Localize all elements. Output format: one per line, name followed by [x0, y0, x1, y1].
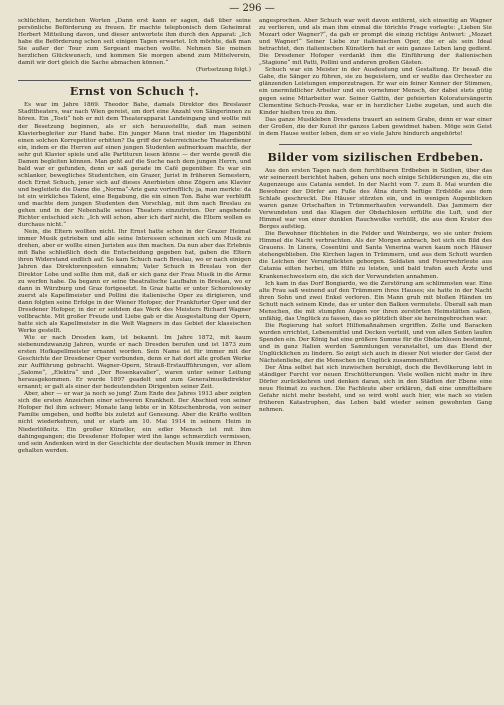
article-paragraph: Die Regierung hat sofort Hilfsmaßnahmen ergriffen. Zelte und Baracken wurden errichtet, Lebensmittel und Decken verteilt, und von allen Seiten laufen Spenden ein. Der König hat eine größere Summe für die Obdachlosen bestimmt, und in ganz Italien werden Sammlungen veranstaltet, um das Elend der Unglücklichen zu lindern. So zeigt sich auch in dieser Not wieder der Geist der Nächstenliebe, der die Menschen im Unglück zusammenführt. [259, 322, 492, 365]
serial-story-text: schlüchten, herzlichen Worten „Dann erst kann er sagen, daß über seine persönliche Beförderung zu freuen. Er machte telephonisch dem Geheimrat Herbert Mitteilung davon, und dieser antwortete ihm durch den Apparat: „Ich habe die Beförderung schon seit einigen Tagen erwartet. Ich möchte, daß man Sie außer der Tour zum Sergeant machen wollte. Nehmen Sie meinen herzlichen Glückwunsch, und kommen Sie morgen abend zum Mittelverein, damit wir dort gleich die Sache abmachen können.“ [18, 18, 251, 67]
article-title-schuch: Ernst von Schuch †. [18, 80, 251, 98]
article-paragraph: Das ganze Musikleben Dresdens trauert an seinem Grabe, denn er war einer der Großen, die der Kunst ihr ganzes Leben gewidmet haben. Möge sein Geist in dem Hause weiter leben, dem er so viele Jahre hindurch angehörte! [259, 116, 492, 137]
right-column [259, 18, 492, 695]
section-divider [279, 144, 472, 145]
article-paragraph: Aber, aber — er war ja noch so jung! Zum Ende des Jahres 1913 aber zeigten sich die ersten Anzeichen einer schweren Krankheit. Der Abschied von seiner Hofoper fiel ihm schwer; Monate lang lebte er in Kötzschenbroda, von seiner Familie umgeben, und hoffte bis zuletzt auf Genesung. Aber die Kräfte wollten nicht wiederkehren, und er starb am 10. Mai 1914 in seinem Heim in Niederlößnitz. Ein großer Künstler, ein edler Mensch ist mit ihm dahingegangen; die Dresdener Hofoper wird ihn lange schmerzlich vermissen, und sein Andenken wird in der Geschichte der deutschen Musik immer in Ehren gehalten werden. [18, 391, 251, 454]
article-paragraph: Es war im Jahre 1869. Theodor Bahe, damals Direktor des Breslauer Stadttheaters, war nach Wien gereist, um dort eine Anzahl von Sängerinnen zu hören. Ein „Tosti“ hob er mit dem Theaterapparat Landeingang und wollte mit der Besetzung beginnen, als er sich herausstellte, daß man seinen Klavierbegleiter zur Hand habe. Ein junger Mann trat nieder im Hagenbühl einen solchen Korrepetitor erbitten? Da griff der österreichische Theaterdiener ein, indem er die Herren auf einen jungen Studenten aufmerksam machte, der sehr gut Klavier spiele und alle Partituren lesen könne — der werde gewiß die Damen begleiten können. Man geht auf die Suche nach dem jungen Herrn, und bald war er gefunden, denn er saß gerade im Café gegenüber. Es war ein schlanker, bewegliches Studentchen, ein Grazer, Jurist in früheren Semestern, doch Ernst Schuch, jener sich auf dieses Anerbieten ohne Zögern ans Klavier und begleitete die Dame die „Norma“-Arie ganz vortrefflich; ja, man merkte: da ist ein wirkliches Talent, eine Begabung, die ein einen Ton. Bahe war verblüfft und machte dem jungen Studenten den Vorschlag, mit ihm nach Breslau zu gehen und in der Nebenhalle seines Theaters einzutreten. Der angehende Richter entschied sich: „Ich will schon, aber ich darf nicht, die Eltern wollen es durchaus nicht.“ [18, 102, 251, 229]
article-paragraph: Aus den ersten Tagen nach dem furchtbaren Erdbeben in Sizilien, über das wir seinerzeit berichtet haben, gehen uns noch einige Schilderungen zu, die ein Augenzeuge aus Catania sendet. In der Nacht vom 7. zum 8. Mai wurden die Bewohner der Dörfer am Fuße des Ätna durch heftige Erdstöße aus dem Schlafe geschreckt. Die Häuser stürzten ein, und in wenigen Augenblicken waren ganze Ortschaften in Trümmerhaufen verwandelt. Das Jammern der Verwundeten und das Klagen der Obdachlosen erfüllte die Luft, und der Himmel war von einer dunklen Rauchwolke verhüllt, die aus dem Krater des Berges aufstieg. [259, 167, 492, 231]
text-columns [18, 18, 492, 695]
article-paragraph: Wie er nach Dresden kam, ist bekannt. Im Jahre 1872, mit kaum siebenundzwanzig Jahren, wurde er nach Dresden berufen und ist 1873 zum ersten Hofkapellmeister ernannt worden. Sein Name ist für immer mit der Geschichte der Dresdener Oper verbunden, denn er hat dort alle großen Werke zur Aufführung gebracht. Wagner-Opern, Strauß-Erstaufführungen, vor allem „Salome“, „Elektra“ und „Der Rosenkavalier“, waren unter seiner Leitung herausgekommen. Er wurde 1897 geadelt und zum Generalmusikdirektor ernannt; er galt als einer der bedeutendsten Dirigenten seiner Zeit. [18, 334, 251, 391]
article-paragraph: Die Bewohner flüchteten in die Felder und Weinberge, wo sie unter freiem Himmel die Nacht verbrachten. Als der Morgen anbrach, bot sich ein Bild des Grauens. In Linera, Cosentini und Santa Venerina waren kaum noch Häuser stehengeblieben. Die Kirchen lagen in Trümmern, und aus dem Schutt wurden die Leichen der Verunglückten geborgen. Soldaten und Feuerwehrleute aus Catania eilten herbei, um Hilfe zu leisten, und bald trafen auch Ärzte und Krankenschwestern ein, die sich der Verwundeten annahmen. [259, 231, 492, 280]
page-number: — 296 — [229, 3, 275, 14]
article-title-earthquake: Bilder vom sizilischen Erdbeben. [267, 150, 484, 164]
left-column [18, 18, 251, 695]
continued-note: (Fortsetzung folgt.) [195, 67, 251, 74]
article-paragraph: Der Ätna selbst hat sich inzwischen beruhigt, doch die Bevölkerung lebt in ständiger Furcht vor neuen Erschütterungen. Viele wollen nicht mehr in ihre Dörfer zurückkehren und denken daran, sich in den Städten der Ebene eine neue Heimat zu suchen. Die Fachleute aber erklären, daß eine unmittelbare Gefahr nicht mehr besteht, und so wird wohl auch hier, wie nach so vielen früheren Katastrophen, das Leben bald wieder seinen gewohnten Gang nehmen. [259, 365, 492, 414]
article-paragraph: Schuch war ein Meister in der Ausdeutung und Gestaltung. Er besaß die Gabe, die Sänger zu führen, sie zu begeistern, und er wußte das Orchester zu glänzenden Leistungen emporzutragen. Er war ein feiner Kenner der Stimmen, ein unermüdlicher Arbeiter und ein vornehmer Mensch, der dabei stets gütig gegen seine Mitarbeiter war. Seiner Gattin, der gefeierten Koloratursängerin Clementine Schuch-Proska, war er in herzlicher Liebe zugetan, und auch die Kinder hielten treu zu ihm. [259, 67, 492, 116]
article-paragraph: Ich kam in das Dorf Bongiardo, wo die Zerstörung am schlimmsten war. Eine alte Frau saß weinend auf den Trümmern ihres Hauses; sie hatte in der Nacht ihren Sohn und zwei Enkel verloren. Ein Mann grub mit bloßen Händen im Schutt nach seinem Kinde, das er unter den Balken vermutete. Überall sah man Menschen, die mit stumpfen Augen vor ihren zerstörten Heimstätten saßen, unfähig, das Unglück zu fassen, das so plötzlich über sie hereingebrochen war. [259, 280, 492, 322]
article-paragraph: Nein, die Eltern wollten nicht. Ihr Ernst hatte schon in der Grazer Heimat immer Musik getrieben und alle seine Interessen scheinen sich um Musik zu drehen, aber er wollte einen Juristen aus ihm machen. Da nun aber das Erlebnis mit Bahe schließlich doch die Entscheidung gegeben hat, gaben die Eltern ihren Widerstand endlich auf. So kam Schuch nach Breslau, wo er nach einigen Jahren das Direktorenposten einnahm; Vater Schuch in Breslau von der Direktor Lobe und sollte ihm mit, daß er sich ganz der Frau Musik in die Arme zu werfen habe. Da begann er seine theatralische Laufbahn in Breslau, wo er dann in Würzburg und Graz fortgesetzt. In Graz hatte er unter Schorolowsky zuerst als Kapellmeister und Pollini die italienische Oper zu dirigieren, und dann folgten seine Erfolge in der Wiener Hofoper, der Frankfurter Oper und der Dresdener Hofoper, in der er seitdem das Werk des Meisters Richard Wagner vollbrachte. Mit großer Freude und Liebe gab er die Ausgestaltung der Opern, hatte sich als Kapellmeister in die Welt Wagners in das Gebiet der klassischen Werke gestellt. [18, 229, 251, 334]
article-paragraph: angesprochen. Aber Schuch war weit davon entfernt, sich einseitig an Wagner zu verlieren, und als man ihm einmal die törichte Frage vorlegte: „Lieben Sie Mozart oder Wagner?“, da gab er prompt die einzig richtige Antwort: „Mozart und Wagner!“ Seiner Liebe zur italienischen Oper, die er als sein Ideal betrachtet, den italienischen Künstlern hat er sein ganzes Leben lang gedient. Die Dresdener Hofoper verdankt ihm die Einführung der italienischen „Stagione“ mit Patti, Pollini und anderen großen Gästen. [259, 18, 492, 67]
